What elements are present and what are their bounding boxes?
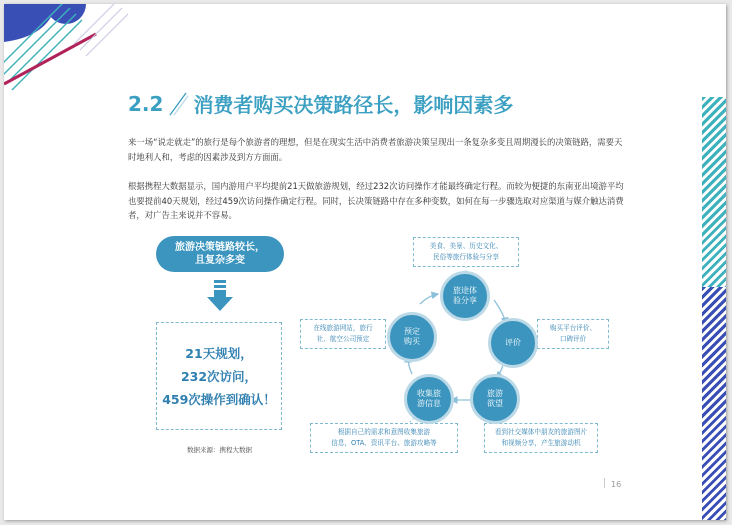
node-collect-info: 收集旅 游信息 — [404, 374, 454, 424]
page-number: 16 — [611, 480, 622, 489]
note-desire: 看到社交媒体中朋友的旅游图片 和视频分享，产生旅游动机 — [484, 423, 598, 453]
pill-line-1: 旅游决策链路较长， — [175, 242, 265, 253]
note-review: 购买平台评价、 口碑评价 — [537, 319, 609, 349]
node-review: 评价 — [488, 318, 538, 368]
section-title: 消费者购买决策路径长，影响因素多 — [193, 93, 514, 117]
paragraph-1: 来一场“说走就走”的旅行是每个旅游者的理想，但是在现实生活中消费者旅游决策呈现出一条复杂多变且周期漫长的决策链路，需要天时地利人和，考虑的因素涉及到方方面面。 — [128, 137, 623, 162]
stat-days: 21天规划， — [185, 345, 253, 361]
node-experience-share: 旅途体 验分享 — [440, 271, 490, 321]
section-number: 2.2 — [128, 91, 164, 116]
stat-operations: 459次操作到确认！ — [162, 391, 276, 407]
node-travel-desire: 旅游 欲望 — [470, 374, 520, 424]
paragraph-2: 根据携程大数据显示，国内游用户平均提前21天做旅游规划，经过232次访问操作才能最终确定行程。而较为便捷的东南亚出境游平均也要提前40天规划，经过459次访问操作确定行程。同时，长决策链路中存在多种变数，如何在每一步骤选取对应渠道与媒介触达消费者，对广告主来说并不容易。 — [128, 181, 624, 220]
data-source: 数据来源：携程大数据 — [187, 446, 252, 454]
node-book-purchase: 预定 购买 — [387, 312, 437, 362]
pill-line-2: 且复杂多变 — [195, 255, 245, 266]
note-research: 根据自己的需求和意图收集旅游 信息，OTA、资讯平台、旅游攻略等 — [310, 423, 458, 453]
report-page — [4, 4, 726, 520]
stat-visits: 232次访问， — [180, 368, 258, 384]
note-experience: 美食、美景、历史文化、 民俗等旅行体验与分享 — [413, 237, 519, 267]
note-booking: 在线旅游网站，旅行 社、航空公司预定 — [300, 319, 386, 349]
page-number-rule — [604, 478, 605, 488]
